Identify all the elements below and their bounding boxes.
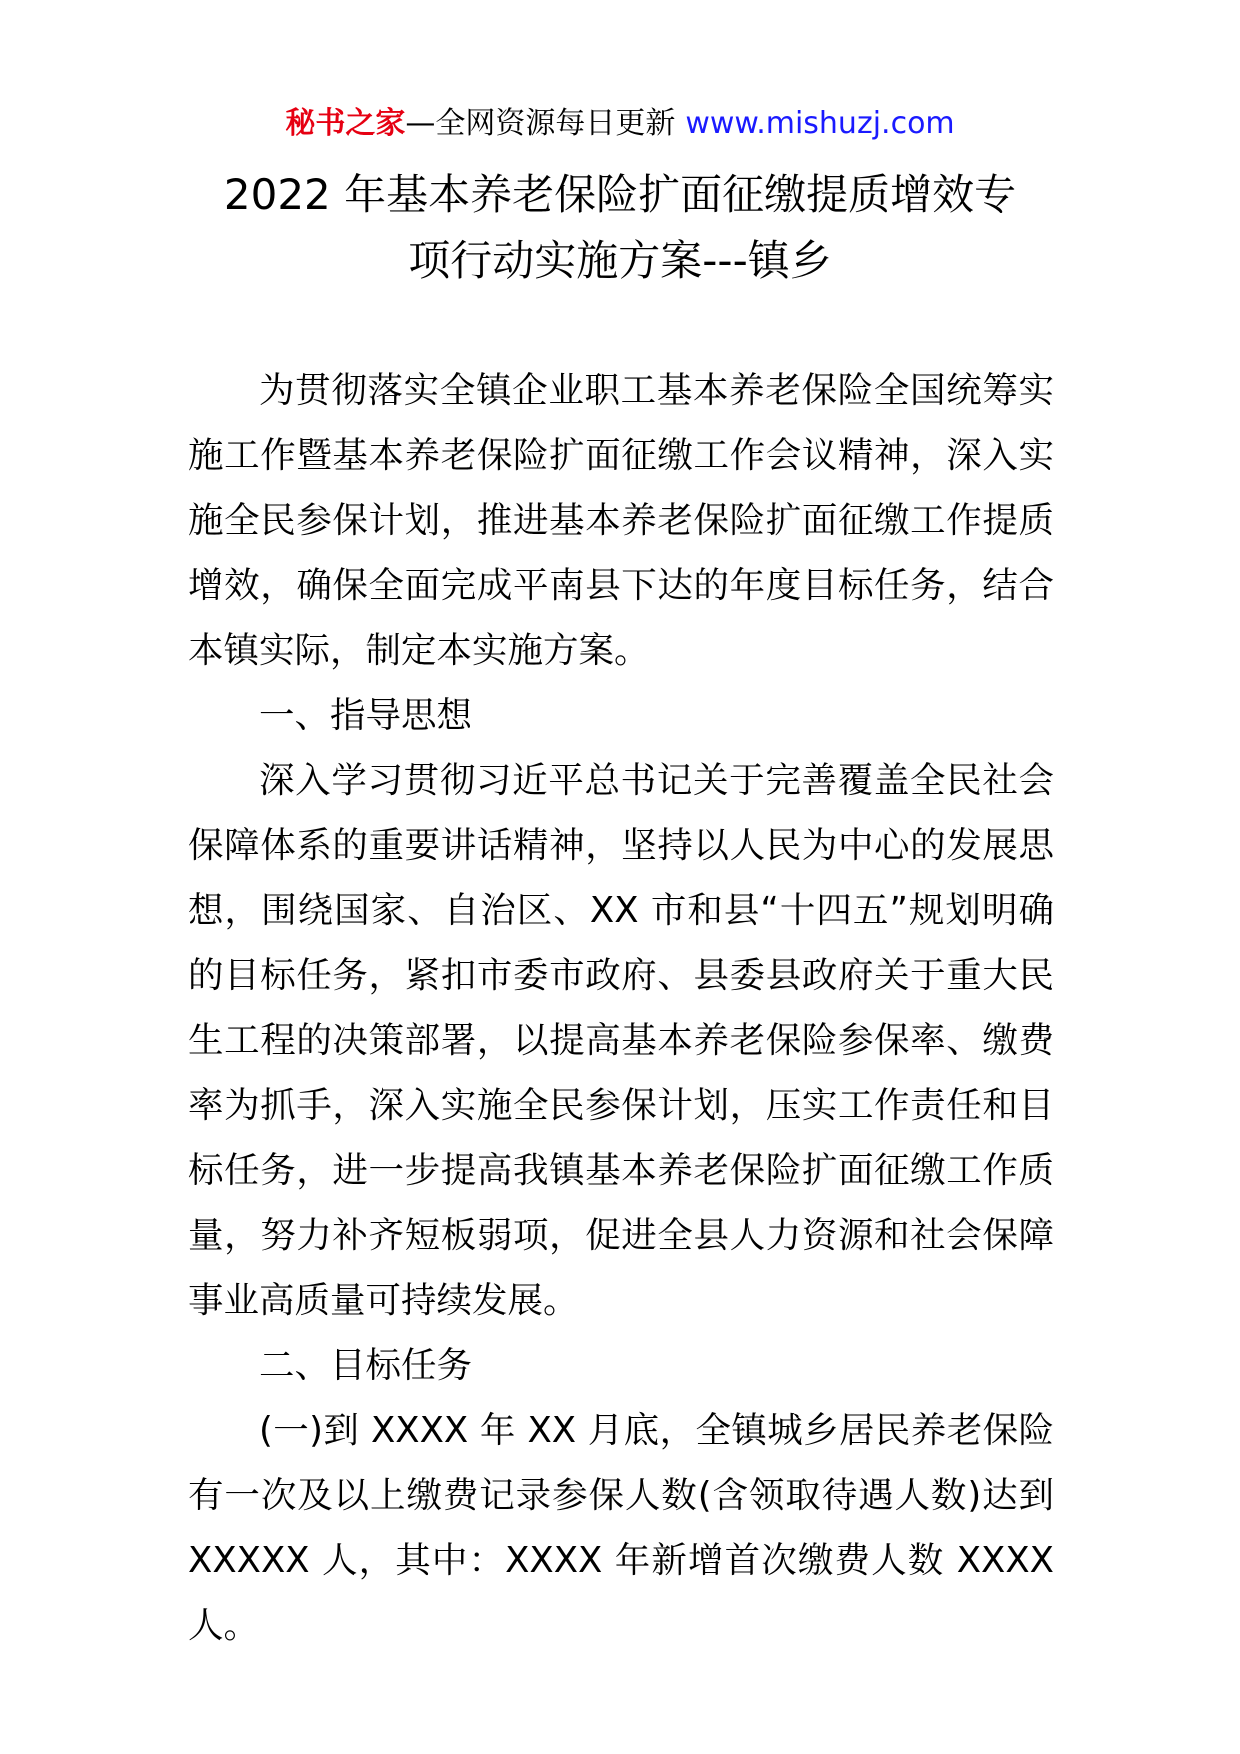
guiding-thought-paragraph: 深入学习贯彻习近平总书记关于完善覆盖全民社会保障体系的重要讲话精神，坚持以人民为中心的发展思想，围绕国家、自治区、XX 市和县“十四五”规划明确的目标任务，紧扣市委市政府、县委县政府关于重大民生工程的决策部署，以提高基本养老保险参保率、缴费率为抓手，深入实施全民参保计划，压实工作责任和目标任务，进一步提高我镇基本养老保险扩面征缴工作质量，努力补齐短板弱项，促进全县人力资源和社会保障事业高质量可持续发展。	[188, 760, 1054, 1321]
site-url-link[interactable]: www.mishuzj.com	[685, 106, 955, 141]
banner-tagline: —全网资源每日更新	[405, 106, 676, 141]
objective-item-1: (一)到 XXXX 年 XX 月底，全镇城乡居民养老保险有一次及以上缴费记录参保人数(含领取待遇人数)达到 XXXXX 人，其中：XXXX 年新增首次缴费人数 XXXX 人。	[188, 1410, 1054, 1646]
title-line-1: 2022 年基本养老保险扩面征缴提质增效专	[223, 170, 1017, 219]
section-heading-guiding-thought: 一、指导思想	[259, 695, 473, 736]
site-banner	[0, 100, 1240, 148]
document-title	[160, 162, 1080, 294]
section-heading-objectives: 二、目标任务	[259, 1345, 473, 1386]
document-body	[188, 358, 1054, 1658]
intro-paragraph: 为贯彻落实全镇企业职工基本养老保险全国统筹实施工作暨基本养老保险扩面征缴工作会议精神，深入实施全民参保计划，推进基本养老保险扩面征缴工作提质增效，确保全面完成平南县下达的年度目标任务，结合本镇实际，制定本实施方案。	[188, 370, 1054, 671]
brand-name: 秘书之家	[285, 106, 406, 141]
title-line-2: 项行动实施方案---镇乡	[408, 236, 832, 285]
